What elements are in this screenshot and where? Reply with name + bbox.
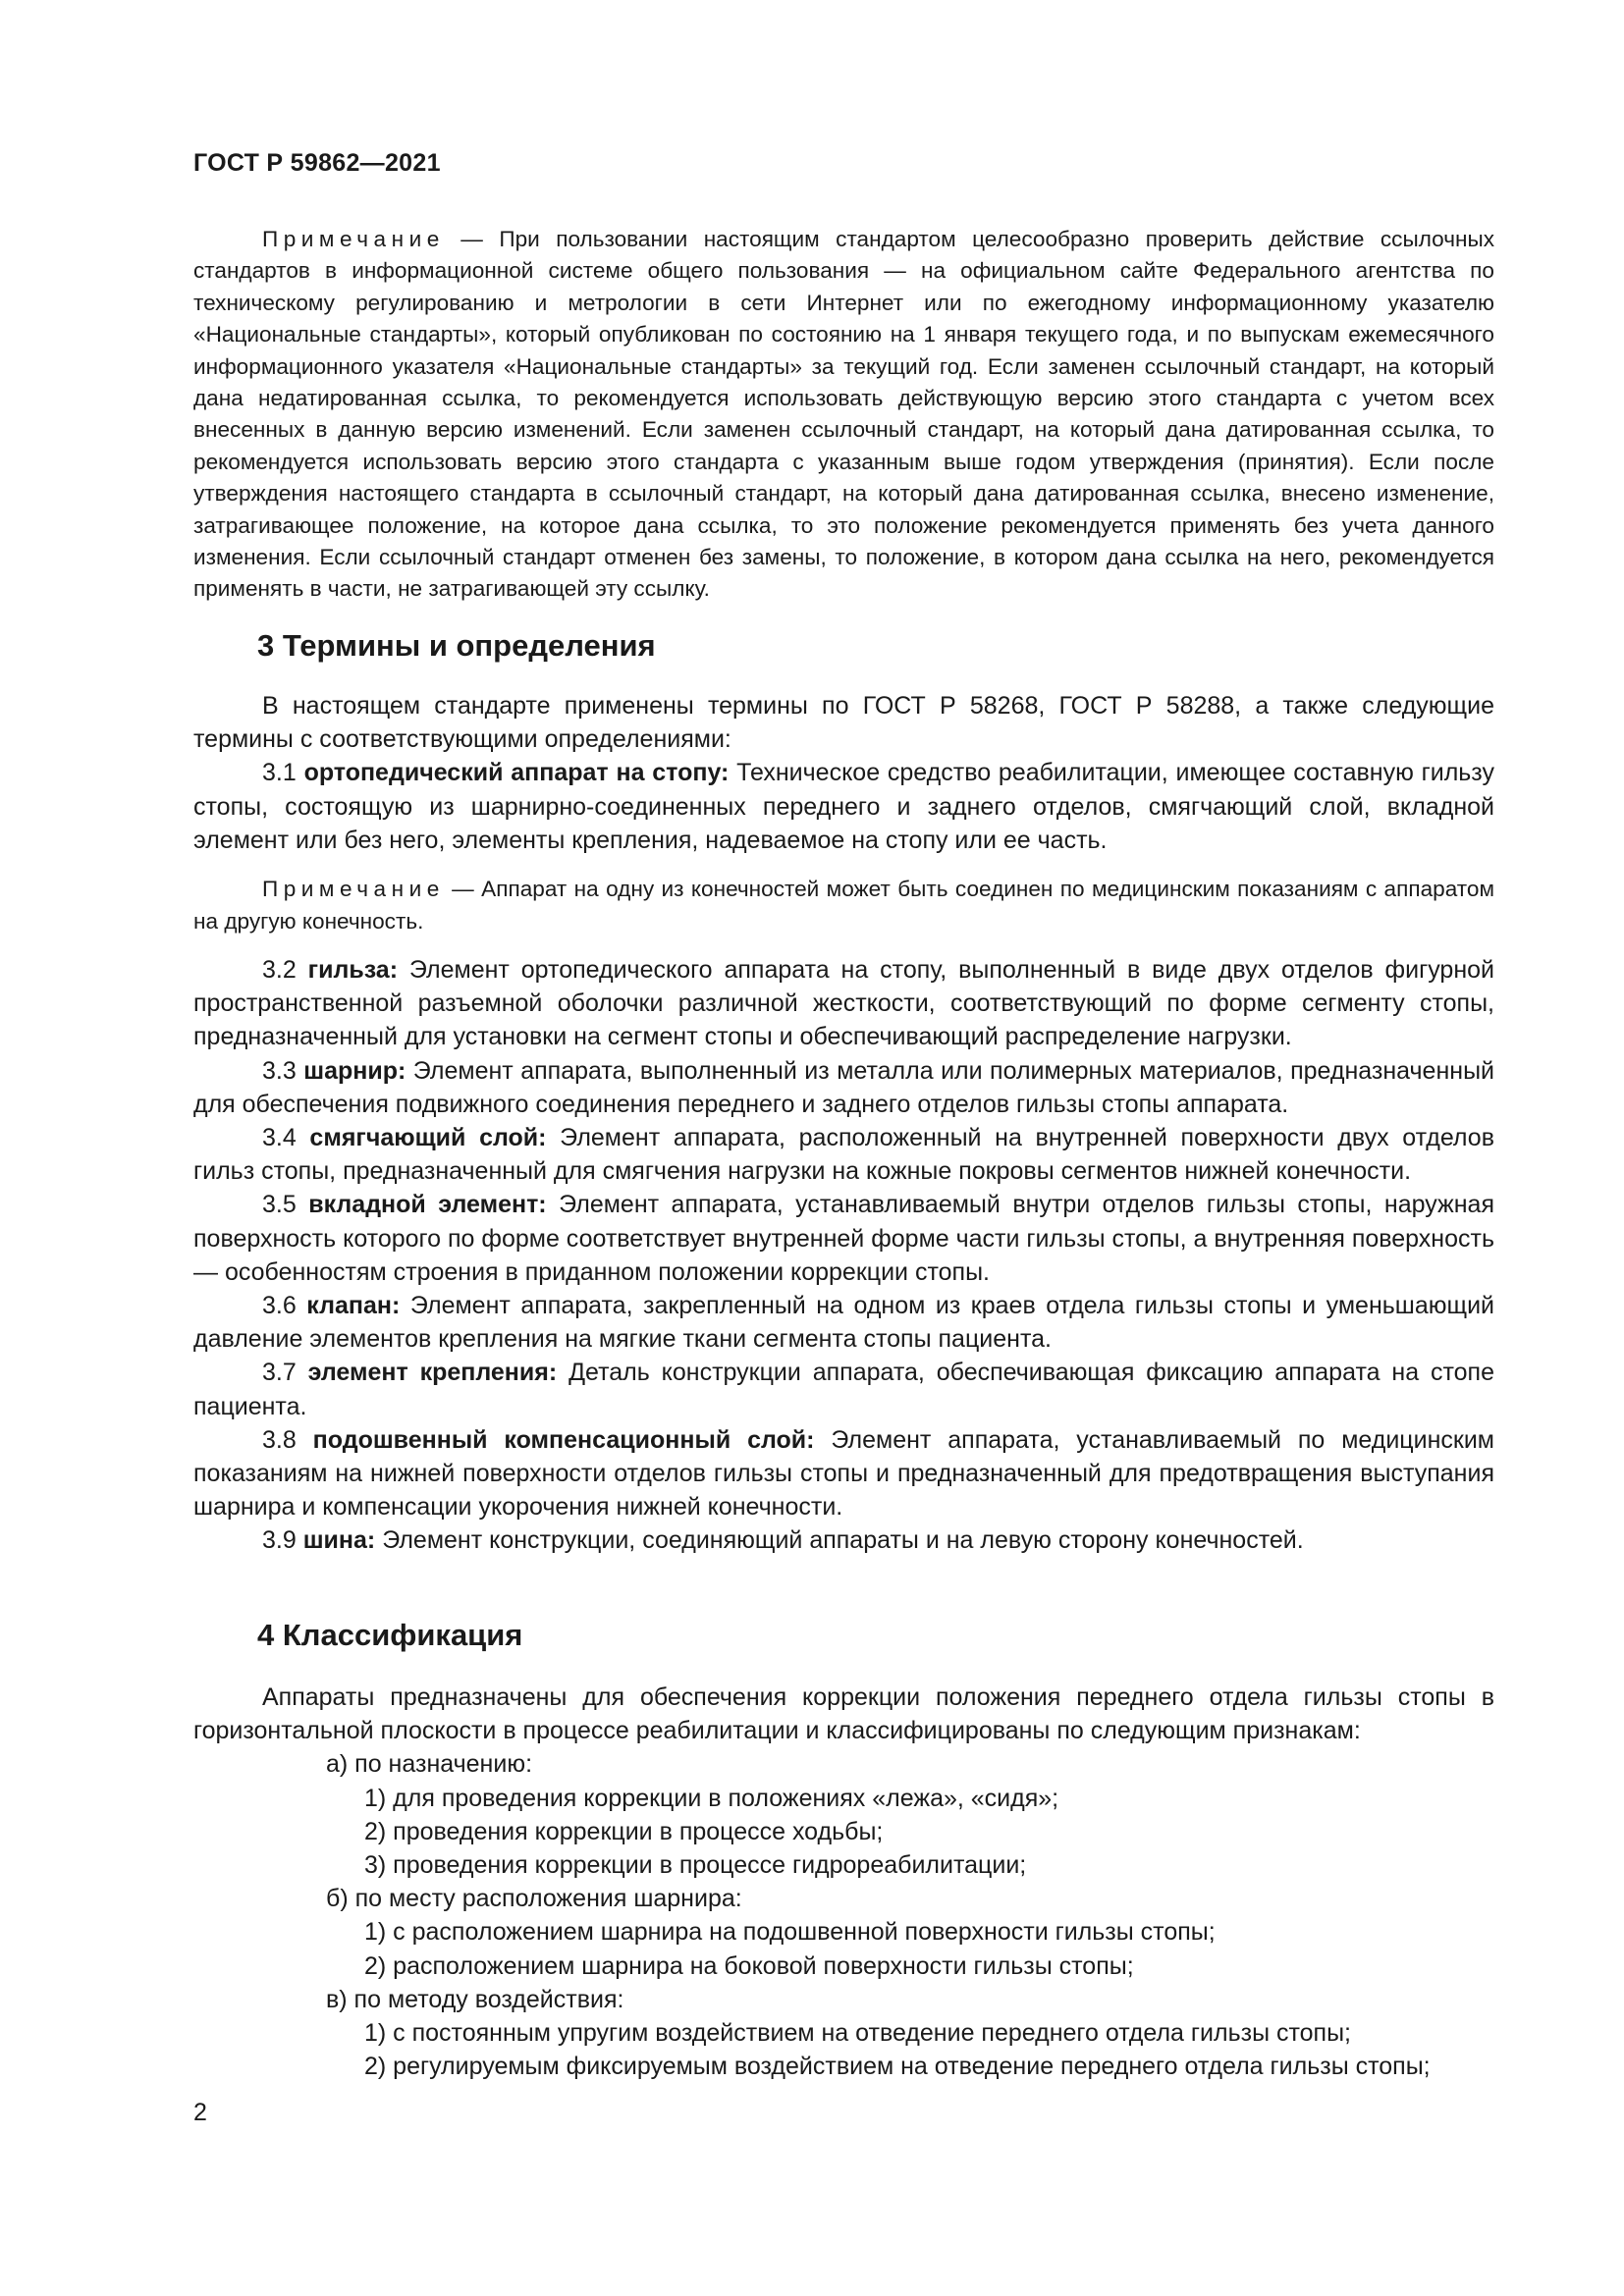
term-3-9: 3.9 шина: Элемент конструкции, соединяющий аппараты и на левую сторону конечностей. bbox=[262, 1526, 1304, 1555]
list-item: 2) регулируемым фиксируемым воздействием на отведение переднего отдела гильзы стопы; bbox=[364, 2053, 1431, 2081]
list-item: а) по назначению: bbox=[326, 1750, 533, 1779]
term-3-3: 3.3 шарнир: Элемент аппарата, выполненный из металла или полимерных материалов, предназначенный для обеспечения подвижного соединения переднего и заднего отделов гильзы стопы аппарата. bbox=[193, 1056, 1494, 1118]
document-header-code: ГОСТ Р 59862—2021 bbox=[193, 149, 441, 177]
section-4-body bbox=[193, 1681, 1494, 2083]
term-3-6: 3.6 клапан: Элемент аппарата, закрепленный на одном из краев отдела гильзы стопы и уменьшающий давление элементов крепления на мягкие ткани сегмента стопы пациента. bbox=[193, 1292, 1494, 1354]
reference-note bbox=[193, 224, 1494, 606]
section-3-title: 3 Термины и определения bbox=[257, 628, 656, 663]
section-3-body bbox=[193, 689, 1494, 1558]
term-3-2: 3.2 гильза: Элемент ортопедического аппарата на стопу, выполненный в виде двух отделов фигурной пространственной разъемной оболочки различной жесткости, соответствующий по форме сегменту стопы, предназначенный для установки на сегмент стопы и обеспечивающий распределение нагрузки. bbox=[193, 956, 1495, 1051]
list-item: 2) проведения коррекции в процессе ходьбы; bbox=[364, 1817, 884, 1845]
list-item: 3) проведения коррекции в процессе гидрореабилитации; bbox=[364, 1851, 1027, 1880]
note-text: — При пользовании настоящим стандартом целесообразно проверить действие ссылочных стандартов в информационной системе общего пользования — на официальном сайте Федерального агентства по техническому регулированию и метрологии в сети Интернет или по ежегодному информационному указателю «Национальные стандарты», который опубликован по состоянию на 1 января текущего года, и по выпускам ежемесячного информационного указателя «Национальные стандарты» за текущий год. Если заменен ссылочный стандарт, на который дана недатированная ссылка, то рекомендуется использовать действующую версию этого стандарта с учетом всех внесенных в данную версию изменений. Если заменен ссылочный стандарт, на который дана датированная ссылка, то рекомендуется использовать версию этого стандарта с указанным выше годом утверждения (принятия). Если после утверждения настоящего стандарта в ссылочный стандарт, на который дана датированная ссылка, внесено изменение, затрагивающее положение, на которое дана ссылка, то это положение рекомендуется применять без учета данного изменения. Если ссылочный стандарт отменен без замены, то положение, в котором дана ссылка на него, рекомендуется применять в части, не затрагивающей эту ссылку. bbox=[193, 227, 1494, 602]
term-note: Примечание — Аппарат на одну из конечностей может быть соединен по медицинским показаниям с аппаратом на другую конечность. bbox=[193, 877, 1494, 934]
list-item: б) по месту расположения шарнира: bbox=[326, 1885, 742, 1913]
term-3-4: 3.4 смягчающий слой: Элемент аппарата, расположенный на внутренней поверхности двух отделов гильз стопы, предназначенный для смягчения нагрузки на кожные покровы сегментов нижней конечности. bbox=[193, 1124, 1494, 1186]
list-item: 1) для проведения коррекции в положениях «лежа», «сидя»; bbox=[364, 1784, 1059, 1812]
list-item: 2) расположением шарнира на боковой поверхности гильзы стопы; bbox=[364, 1951, 1134, 1980]
section-3-intro: В настоящем стандарте применены термины по ГОСТ Р 58268, ГОСТ Р 58288, а также следующие термины с соответствующими определениями: bbox=[193, 692, 1494, 754]
section-4-title: 4 Классификация bbox=[257, 1618, 523, 1652]
list-item: 1) с расположением шарнира на подошвенной поверхности гильзы стопы; bbox=[364, 1918, 1216, 1947]
term-3-7: 3.7 элемент крепления: Деталь конструкции аппарата, обеспечивающая фиксацию аппарата на стопе пациента. bbox=[193, 1359, 1494, 1420]
term-3-8: 3.8 подошвенный компенсационный слой: Элемент аппарата, устанавливаемый по медицинским показаниям на нижней поверхности отделов гильзы стопы и предназначенный для предотвращения выступания шарнира и компенсации укорочения нижней конечности. bbox=[193, 1425, 1494, 1522]
classification-list bbox=[193, 1747, 1494, 2083]
term-3-1: 3.1 ортопедический аппарат на стопу: Техническое средство реабилитации, имеющее составную гильзу стопы, состоящую из шарнирно-соединенных переднего и заднего отделов, смягчающий слой, вкладной элемент или без него, элементы крепления, надеваемое на стопу или ее часть. bbox=[193, 759, 1494, 854]
section-4-intro: Аппараты предназначены для обеспечения коррекции положения переднего отдела гильзы стопы в горизонтальной плоскости в процессе реабилитации и классифицированы по следующим признакам: bbox=[193, 1683, 1494, 1745]
list-item: в) по методу воздействия: bbox=[326, 1985, 624, 2013]
note-label: Примечание bbox=[262, 227, 445, 251]
term-3-5: 3.5 вкладной элемент: Элемент аппарата, устанавливаемый внутри отделов гильзы стопы, наружная поверхность которого по форме соответствует внутренней форме части гильзы стопы, а внутренняя поверхность — особенностям строения в приданном положении коррекции стопы. bbox=[193, 1191, 1494, 1286]
page-number: 2 bbox=[193, 2099, 207, 2126]
list-item: 1) с постоянным упругим воздействием на отведение переднего отдела гильзы стопы; bbox=[364, 2019, 1352, 2048]
